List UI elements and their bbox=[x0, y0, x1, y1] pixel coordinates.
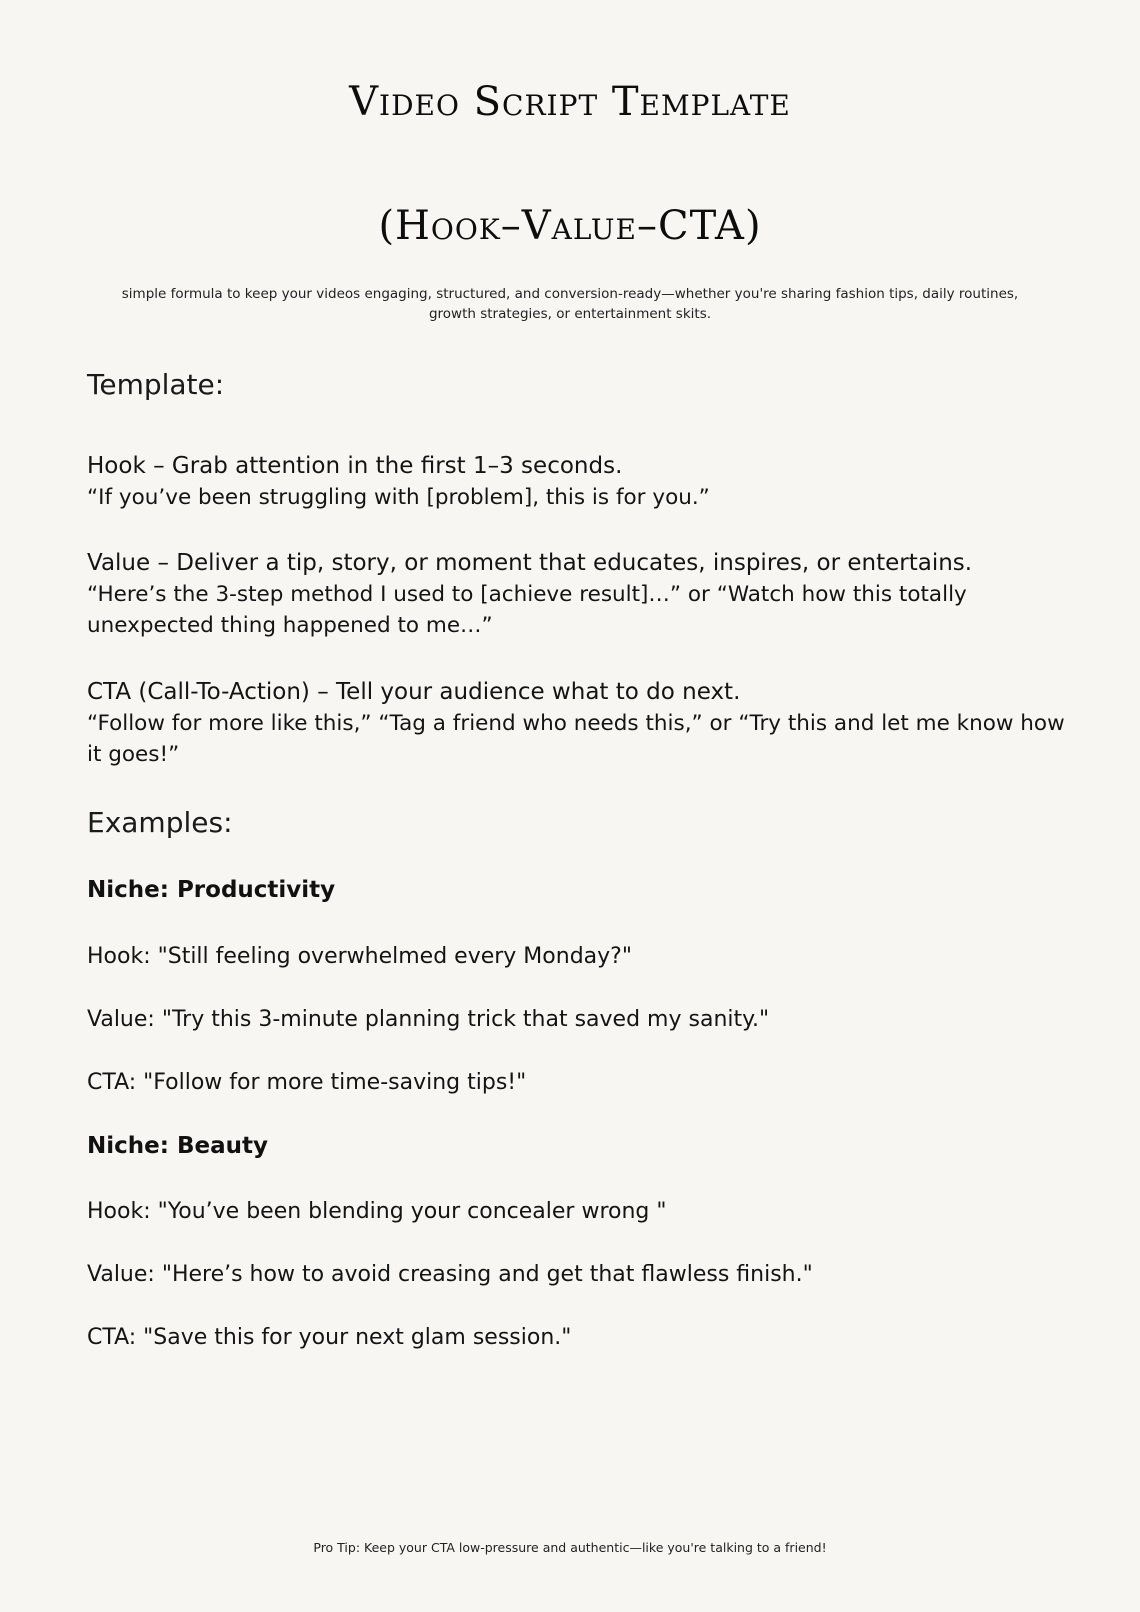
example-hook: Hook: "Still feeling overwhelmed every Monday?" bbox=[87, 944, 632, 969]
template-value-quote: “Here’s the 3-step method I used to [achieve result]…” or “Watch how this totally unexpected thing happened to me…” bbox=[87, 582, 967, 638]
template-value-block bbox=[87, 547, 1077, 641]
template-hook-block bbox=[87, 450, 1077, 513]
example-value: Value: "Try this 3-minute planning trick that saved my sanity." bbox=[87, 1007, 770, 1032]
pro-tip-footer: Pro Tip: Keep your CTA low-pressure and authentic—like you're talking to a friend! bbox=[313, 1540, 827, 1555]
template-value-lead: Value – Deliver a tip, story, or moment that educates, inspires, or entertains. bbox=[87, 550, 973, 576]
example-cta: CTA: "Follow for more time-saving tips!" bbox=[87, 1070, 527, 1095]
example-hook: Hook: "You’ve been blending your concealer wrong " bbox=[87, 1199, 667, 1224]
examples-heading: Examples: bbox=[87, 806, 233, 839]
template-cta-lead: CTA (Call-To-Action) – Tell your audience what to do next. bbox=[87, 679, 741, 705]
template-hook-lead: Hook – Grab attention in the first 1–3 seconds. bbox=[87, 453, 623, 479]
example-cta: CTA: "Save this for your next glam session." bbox=[87, 1325, 572, 1350]
template-hook-quote: “If you’ve been struggling with [problem], this is for you.” bbox=[87, 485, 710, 510]
page-title-line-1: Video Script Template bbox=[349, 79, 791, 125]
template-heading: Template: bbox=[87, 368, 225, 401]
niche-title: Niche: Productivity bbox=[87, 877, 336, 903]
page-subtitle: simple formula to keep your videos engaging, structured, and conversion-ready—whether you're sharing fashion tips, daily routines, growth strategies, or entertainment skits. bbox=[121, 286, 1019, 322]
example-value: Value: "Here’s how to avoid creasing and get that flawless finish." bbox=[87, 1262, 813, 1287]
template-cta-block bbox=[87, 676, 1077, 770]
page-title-line-2: (Hook–Value–CTA) bbox=[378, 203, 762, 249]
template-cta-quote: “Follow for more like this,” “Tag a friend who needs this,” or “Try this and let me know how it goes!” bbox=[87, 711, 1065, 767]
niche-title: Niche: Beauty bbox=[87, 1133, 268, 1159]
